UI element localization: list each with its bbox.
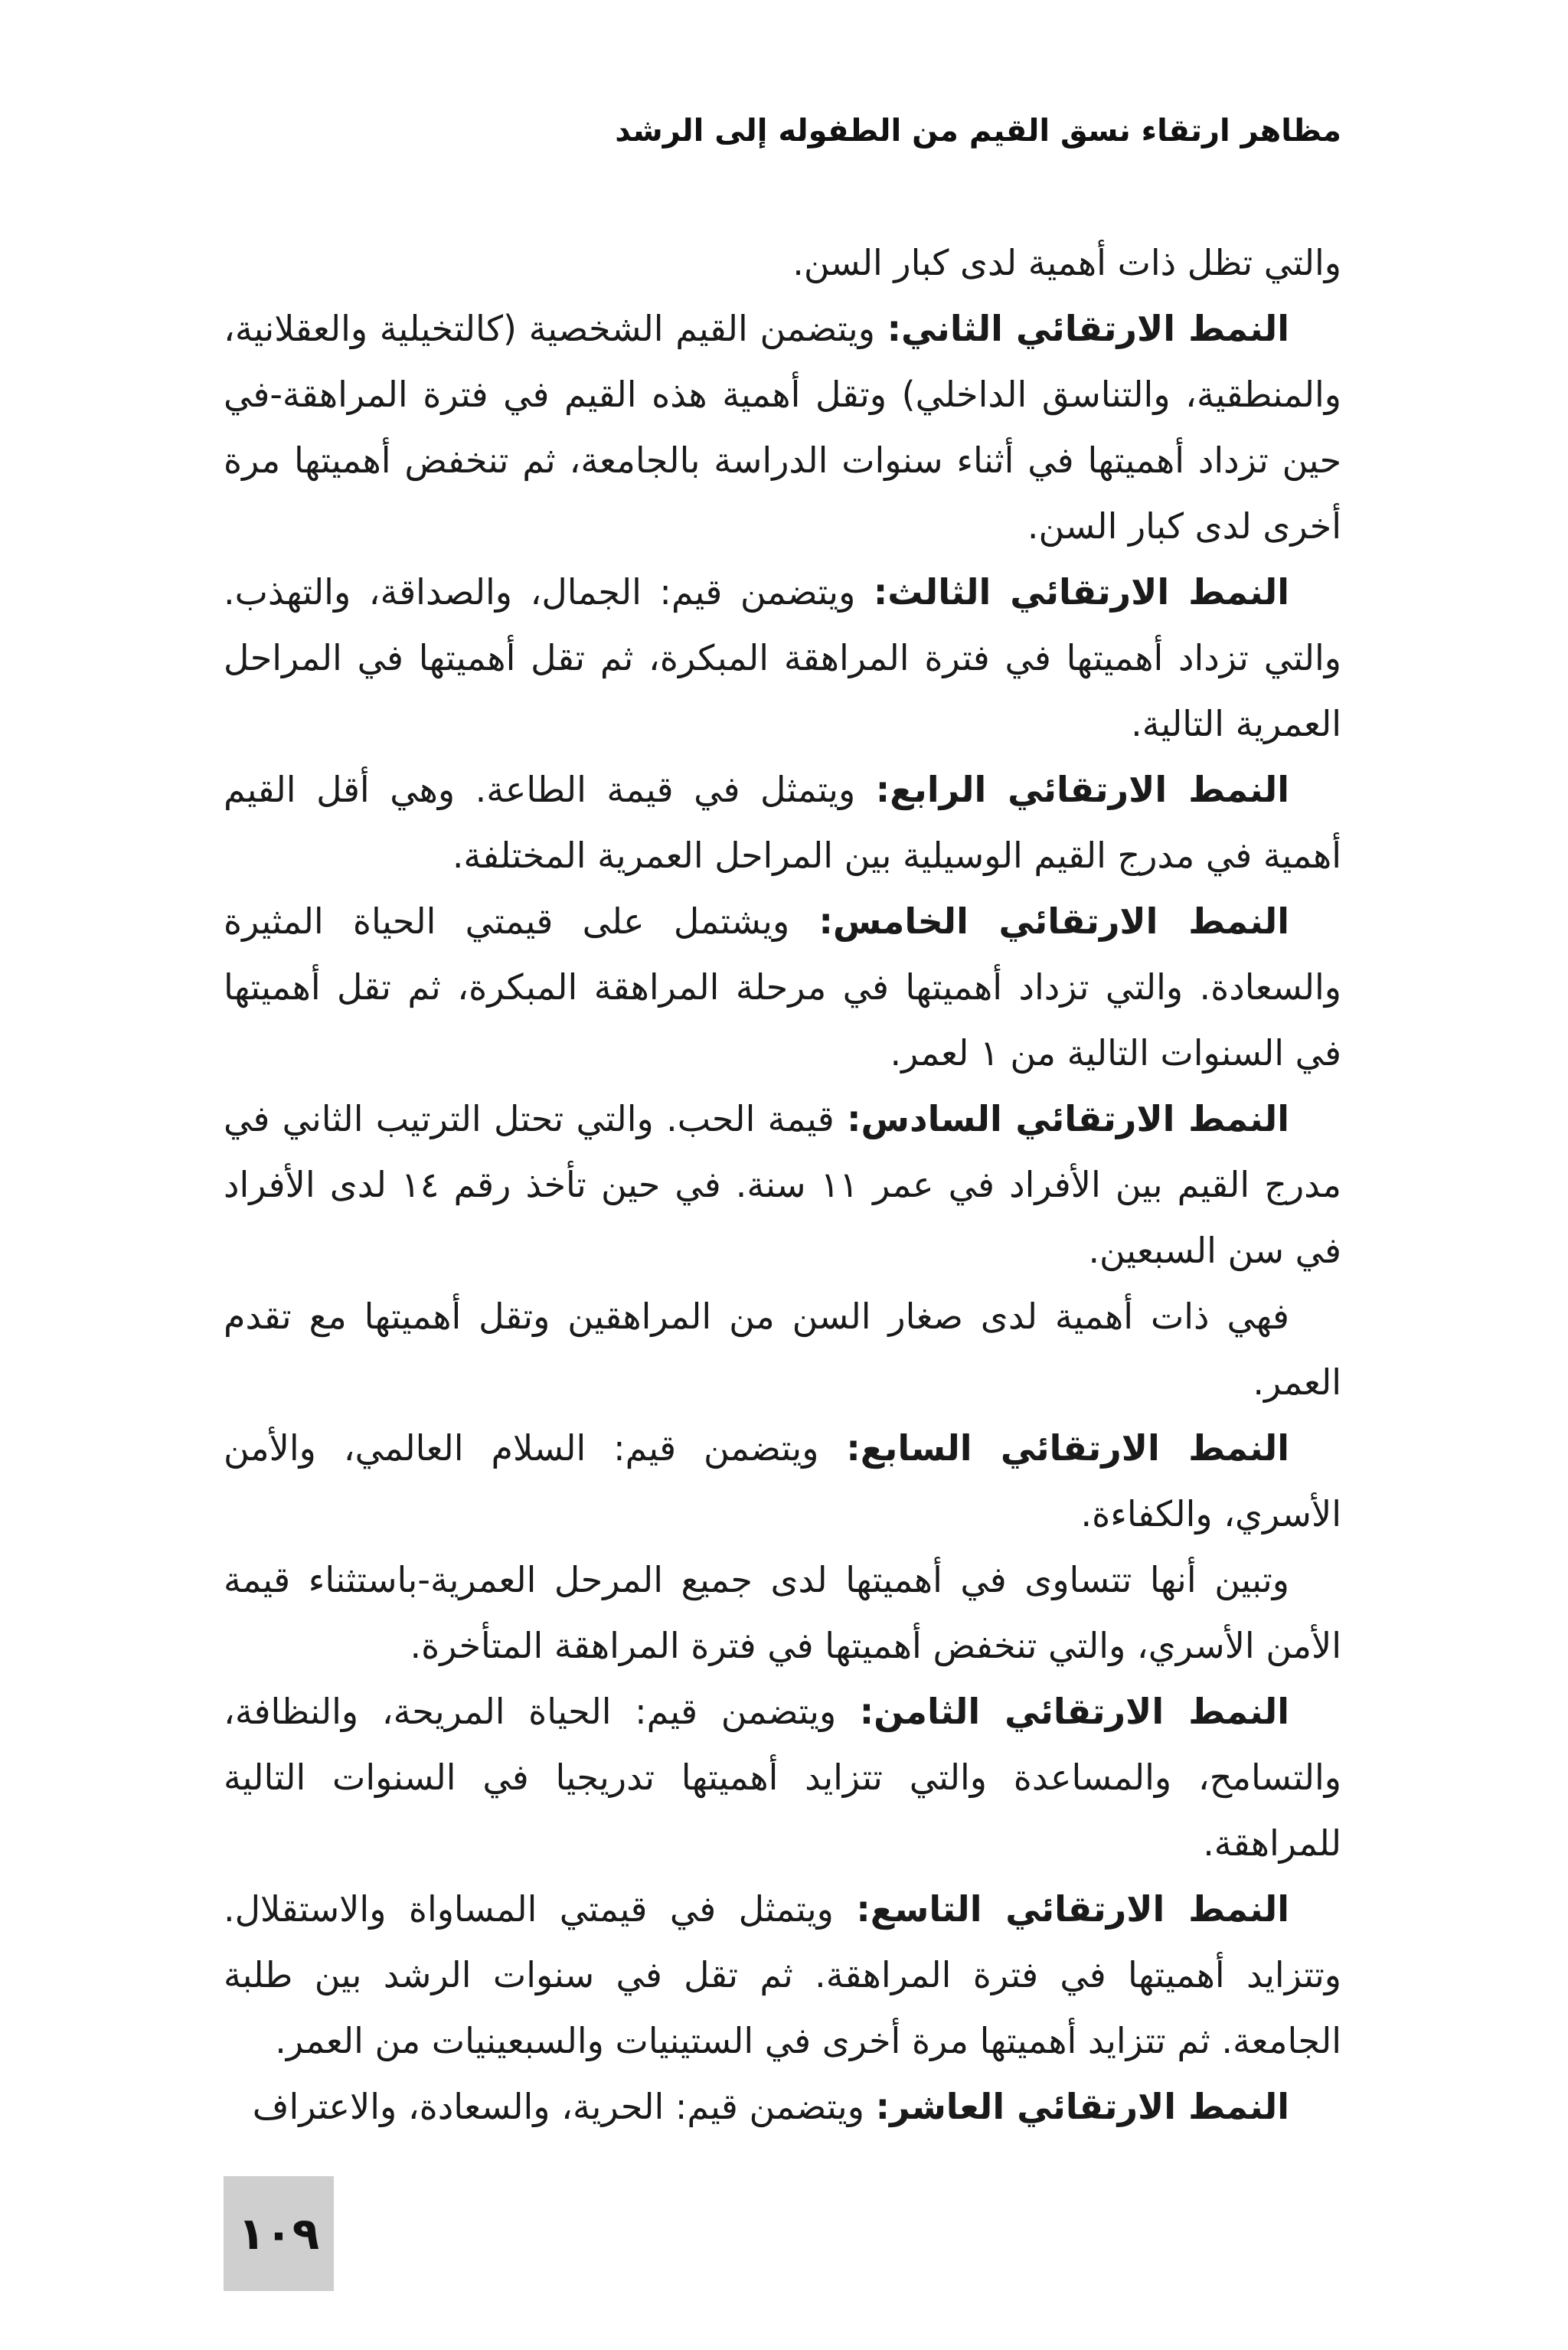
pattern-term: النمط الارتقائي الثامن:	[859, 1691, 1289, 1732]
paragraph-text: قيمة الحب. والتي تحتل الترتيب الثاني في مدرج القيم بين الأفراد في عمر ١١ سنة. في حين تأخذ رقم ١٤ لدى الأفراد في سن السبعين.	[224, 1098, 1341, 1271]
paragraph-text: ويتضمن القيم الشخصية (كالتخيلية والعقلانية، والمنطقية، والتناسق الداخلي) وتقل أهمية هذه القيم في فترة المراهقة-في حين تزداد أهميتها في أثناء سنوات الدراسة بالجامعة، ثم تنخفض أهميتها مرة أخرى لدى كبار السن.	[224, 308, 1341, 547]
paragraph	[224, 559, 1341, 757]
paragraph	[224, 888, 1341, 1086]
paragraph	[224, 230, 1341, 296]
paragraph-text: ويتمثل في قيمتي المساواة والاستقلال. وتتزايد أهميتها في فترة المراهقة. ثم تقل في سنوات الرشد بين طلبة الجامعة. ثم تتزايد أهميتها مرة أخرى في الستينيات والسبعينيات من العمر.	[224, 1888, 1341, 2061]
paragraph-text: ويتضمن قيم: الجمال، والصداقة، والتهذب. والتي تزداد أهميتها في فترة المراهقة المبكرة، ثم تقل أهميتها في المراحل العمرية التالية.	[224, 571, 1341, 744]
paragraph	[224, 1876, 1341, 2074]
pattern-term: النمط الارتقائي الثالث:	[873, 571, 1289, 613]
page-body	[224, 230, 1341, 2139]
paragraph	[224, 1547, 1341, 1678]
paragraph-text: ويتضمن قيم: السلام العالمي، والأمن الأسري، والكفاءة.	[224, 1427, 1341, 1535]
paragraph-text: وتبين أنها تتساوى في أهميتها لدى جميع المرحل العمرية-باستثناء قيمة الأمن الأسري، والتي تنخفض أهميتها في فترة المراهقة المتأخرة.	[224, 1559, 1341, 1666]
pattern-term: النمط الارتقائي السابع:	[846, 1427, 1290, 1469]
running-header: مظاهر ارتقاء نسق القيم من الطفوله إلى الرشد	[615, 113, 1341, 149]
page-number: ١٠٩	[237, 2208, 320, 2260]
pattern-term: النمط الارتقائي الرابع:	[875, 769, 1289, 810]
paragraph-text: ويتضمن قيم: الحرية، والسعادة، والاعتراف	[252, 2086, 876, 2127]
paragraph	[224, 1678, 1341, 1876]
paragraph	[224, 1283, 1341, 1415]
paragraph	[224, 2074, 1341, 2139]
pattern-term: النمط الارتقائي السادس:	[847, 1098, 1289, 1139]
pattern-term: النمط الارتقائي الثاني:	[887, 308, 1289, 349]
paragraph-text: ويتمثل في قيمة الطاعة. وهي أقل القيم أهمية في مدرج القيم الوسيلية بين المراحل العمرية المختلفة.	[224, 769, 1341, 876]
paragraph-text: والتي تظل ذات أهمية لدى كبار السن.	[792, 242, 1341, 283]
paragraph-text: فهي ذات أهمية لدى صغار السن من المراهقين وتقل أهميتها مع تقدم العمر.	[224, 1296, 1341, 1403]
paragraph	[224, 1415, 1341, 1547]
paragraph-text: ويتضمن قيم: الحياة المريحة، والنظافة، والتسامح، والمساعدة والتي تتزايد أهميتها تدريجيا في السنوات التالية للمراهقة.	[224, 1691, 1341, 1864]
paragraph-text: ويشتمل على قيمتي الحياة المثيرة والسعادة. والتي تزداد أهميتها في مرحلة المراهقة المبكرة، ثم تقل أهميتها في السنوات التالية من ١ لعمر.	[224, 900, 1341, 1074]
pattern-term: النمط الارتقائي التاسع:	[856, 1888, 1289, 1930]
paragraph	[224, 757, 1341, 888]
page-number-box	[224, 2176, 334, 2291]
pattern-term: النمط الارتقائي العاشر:	[875, 2086, 1289, 2127]
paragraph	[224, 1086, 1341, 1283]
paragraph	[224, 296, 1341, 559]
pattern-term: النمط الارتقائي الخامس:	[818, 900, 1290, 942]
